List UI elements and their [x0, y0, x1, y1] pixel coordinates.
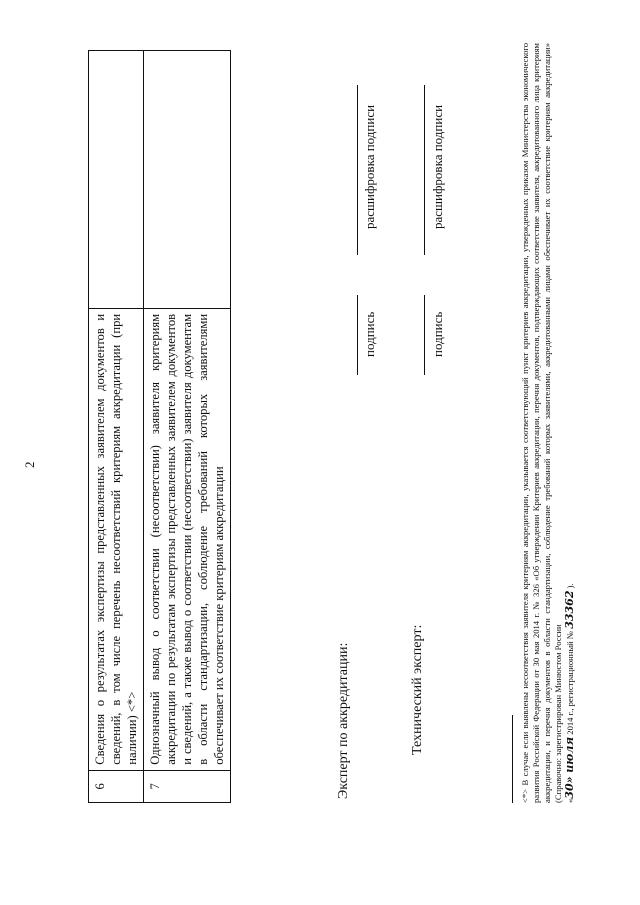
- table-row: [144, 51, 231, 803]
- footnote: [520, 43, 576, 803]
- row-value-cell: [144, 51, 231, 309]
- row-value-cell: [89, 51, 144, 309]
- decoding-caption: расшифровка подписи: [362, 104, 377, 229]
- signature-line: [424, 295, 425, 375]
- handwritten-date: 30» июля: [563, 736, 576, 799]
- signature-caption: подпись: [430, 311, 445, 357]
- footnote-divider: [512, 715, 513, 803]
- signature-label: Технический эксперт:: [410, 624, 425, 755]
- table-row: [89, 51, 144, 803]
- criteria-table: [88, 50, 231, 803]
- handwritten-registration-number: 33362: [563, 590, 576, 629]
- signature-label: Эксперт по аккредитации:: [336, 642, 351, 799]
- decoding-line: [424, 85, 425, 255]
- decoding-line: [357, 85, 358, 255]
- decoding-caption: расшифровка подписи: [430, 104, 445, 229]
- row-number: 6: [89, 770, 144, 802]
- footnote-date-prefix: «: [565, 798, 575, 803]
- row-number: 7: [144, 770, 231, 802]
- footnote-date-suffix: 2014 г., регистрационный №: [565, 628, 575, 737]
- row-description: Однозначный вывод о соответствии (несоответствии) заявителя критериям аккредитации по результатам экспертизы представленных заявителем документов и сведений, а также вывод о соответствии (несоответствии) заявителя документам в области стандартизации, соблюдение требований которых заявителями обеспечивает их соответствие критериям аккредитации: [144, 308, 231, 770]
- footnote-text: <*> В случае если выявлены несоответствия заявителя критериям аккредитации, указывается соответствующий пункт критериев аккредитации, утвержденных приказом Министерства экономического развития Российской Федерации от 30 мая 2014 г. № 326 «Об утверждении Критериев аккредитации, перечня документов, подтверждающих соответствие заявителя, аккредитованного лица критериям аккредитации, и перечня документов в области стандартизации, соблюдение требований которых заявителями, аккредитованными лицами обеспечивает их соответствие критериям аккредитации» (Справочно: зарегистрирован Минюстом России: [520, 43, 563, 803]
- page-number: 2: [22, 461, 37, 468]
- signature-line: [357, 295, 358, 375]
- signature-caption: подпись: [362, 311, 377, 357]
- row-description: Сведения о результатах экспертизы представленных заявителем документов и сведений, в том числе перечень несоответствий критериям аккредитации (при наличии) <*>: [89, 308, 144, 770]
- footnote-closing: ).: [565, 583, 575, 591]
